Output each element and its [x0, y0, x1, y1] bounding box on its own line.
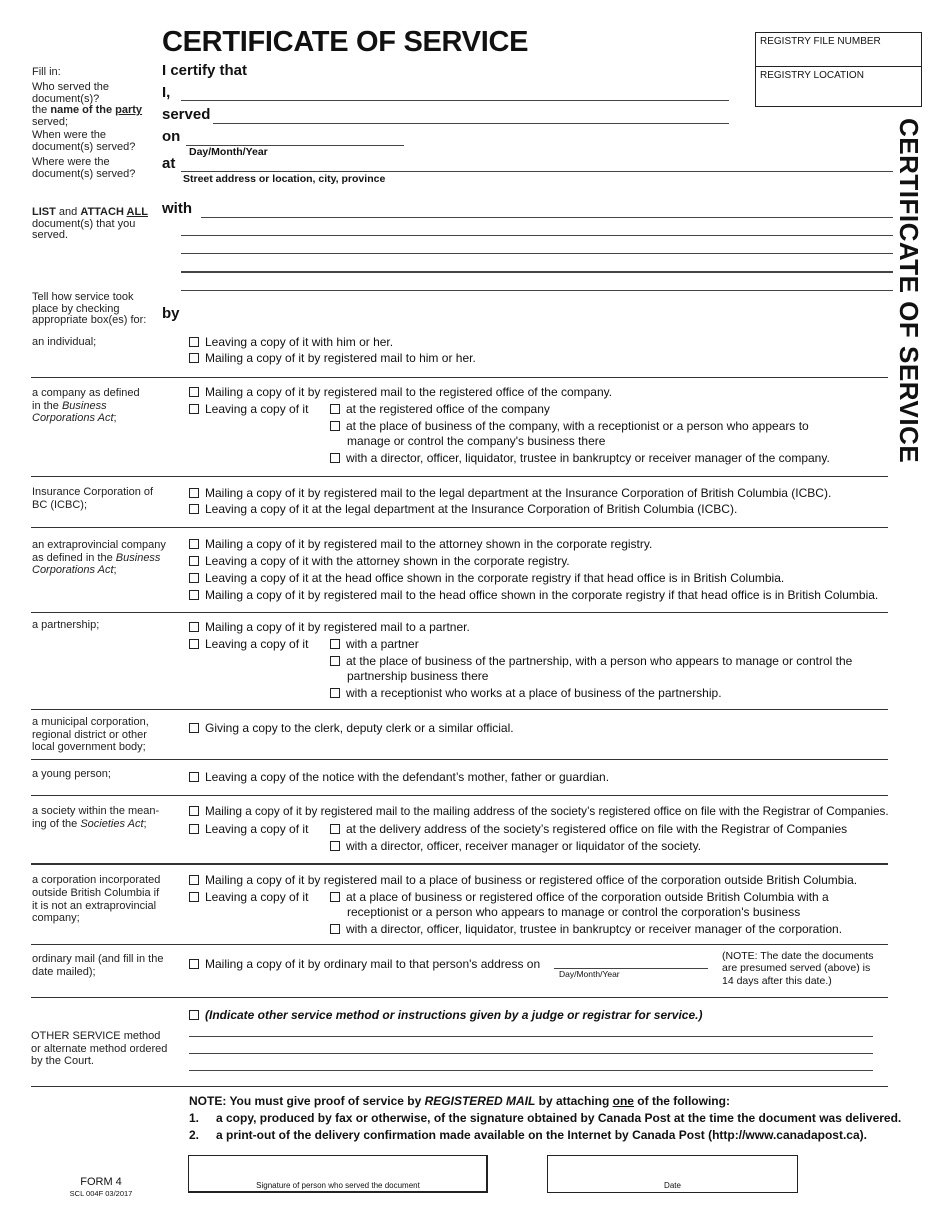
municipal-label: a municipal corporation, regional district or other local government body;	[32, 716, 149, 753]
form-number: FORM 4	[80, 1176, 122, 1188]
with-text: with	[162, 200, 192, 217]
checkbox[interactable]	[189, 772, 199, 782]
checkbox[interactable]	[189, 806, 199, 816]
checkbox[interactable]	[189, 639, 199, 649]
date-mailed-hint: Day/Month/Year	[559, 969, 620, 979]
municipal-option-1[interactable]: Giving a copy to the clerk, deputy clerk or a similar official.	[189, 721, 514, 735]
ordinary-mail-label: ordinary mail (and fill in the date mailed);	[32, 953, 164, 978]
other-line-1[interactable]	[189, 1036, 873, 1037]
company-sub-option-1[interactable]: at the registered office of the company	[330, 402, 550, 416]
checkbox[interactable]	[189, 875, 199, 885]
checkbox[interactable]	[330, 841, 340, 851]
proof-note: NOTE: You must give proof of service by REGISTERED MAIL by attaching one of the following:	[189, 1094, 730, 1108]
page-title: CERTIFICATE OF SERVICE	[162, 26, 529, 58]
checkbox[interactable]	[330, 453, 340, 463]
outside-leave-option[interactable]: Leaving a copy of it	[189, 890, 308, 904]
documents-line-4[interactable]	[181, 271, 893, 273]
partnership-sub-option-2-cont: partnership business there	[347, 669, 489, 683]
extra-option-4[interactable]: Mailing a copy of it by registered mail to the head office shown in the corporate registry if that head office is in British Columbia.	[189, 588, 878, 602]
extra-option-3[interactable]: Leaving a copy of it at the head office shown in the corporate registry if that head office is in British Columbia.	[189, 571, 784, 585]
outside-sub-option-1-cont: receptionist or a person who appears to manage or control the corporation's business	[347, 905, 801, 919]
fill-in-label: Fill in:	[32, 66, 61, 78]
checkbox[interactable]	[189, 1010, 199, 1020]
proof-item-1: a copy, produced by fax or otherwise, of the signature obtained by Canada Post at the time the document was delivered.	[216, 1111, 902, 1125]
when-label: When were the document(s) served?	[32, 129, 136, 153]
server-name-line[interactable]	[181, 100, 729, 101]
divider	[31, 476, 888, 477]
outside-option-1[interactable]: Mailing a copy of it by registered mail to a place of business or registered office of the corporation outside British Columbia.	[189, 873, 857, 887]
proof-item-2-number: 2.	[189, 1128, 200, 1142]
on-text: on	[162, 128, 181, 145]
icbc-option-1[interactable]: Mailing a copy of it by registered mail to the legal department at the Insurance Corporation of British Columbia (ICBC).	[189, 486, 831, 500]
checkbox[interactable]	[330, 688, 340, 698]
divider	[31, 795, 888, 796]
partnership-sub-option-3[interactable]: with a receptionist who works at a place of business of the partnership.	[330, 686, 722, 700]
individual-option-2[interactable]: Mailing a copy of it by registered mail to him or her.	[189, 351, 476, 365]
outside-bc-label: a corporation incorporated outside British Columbia if it is not an extraprovincial company;	[32, 874, 161, 925]
checkbox[interactable]	[189, 824, 199, 834]
company-sub-option-2[interactable]: at the place of business of the company, with a receptionist or a person who appears to	[330, 419, 809, 433]
address-line[interactable]	[181, 171, 893, 172]
other-option-1[interactable]: (Indicate other service method or instructions given by a judge or registrar for service.)	[189, 1008, 702, 1022]
checkbox[interactable]	[189, 622, 199, 632]
society-option-1[interactable]: Mailing a copy of it by registered mail to the mailing address of the society’s registered office on file with the Registrar of Companies.	[189, 805, 889, 819]
divider	[31, 709, 888, 710]
served-text: served	[162, 106, 211, 123]
documents-line-3[interactable]	[181, 253, 893, 254]
icbc-option-2[interactable]: Leaving a copy of it at the legal department at the Insurance Corporation of British Columbia (ICBC).	[189, 502, 737, 516]
young-option-1[interactable]: Leaving a copy of the notice with the defendant’s mother, father or guardian.	[189, 770, 609, 784]
partnership-option-1[interactable]: Mailing a copy of it by registered mail to a partner.	[189, 620, 470, 634]
documents-line-1[interactable]	[201, 217, 893, 218]
ordinary-option-1[interactable]: Mailing a copy of it by ordinary mail to that person's address on	[189, 957, 540, 971]
young-person-label: a young person;	[32, 768, 111, 780]
where-label: Where were the document(s) served?	[32, 156, 136, 180]
checkbox[interactable]	[330, 404, 340, 414]
checkbox[interactable]	[330, 656, 340, 666]
ordinary-note: (NOTE: The date the documents are presumed served (above) is 14 days after this date.)	[722, 950, 874, 987]
partnership-label: a partnership;	[32, 619, 100, 631]
address-hint: Street address or location, city, province	[183, 173, 386, 185]
tell-label: Tell how service took place by checking appropriate box(es) for:	[32, 291, 147, 326]
icbc-label: Insurance Corporation of BC (ICBC);	[32, 486, 154, 511]
checkbox[interactable]	[189, 488, 199, 498]
checkbox[interactable]	[189, 556, 199, 566]
company-sub-option-3[interactable]: with a director, officer, liquidator, trustee in bankruptcy or receiver manager of the company.	[330, 451, 830, 465]
partnership-leave-option[interactable]: Leaving a copy of it	[189, 637, 308, 651]
other-line-3[interactable]	[189, 1070, 873, 1071]
checkbox[interactable]	[330, 824, 340, 834]
signature-label: Signature of person who served the document	[256, 1181, 420, 1190]
divider	[31, 863, 888, 865]
checkbox[interactable]	[330, 892, 340, 902]
documents-line-5[interactable]	[181, 290, 893, 291]
outside-sub-option-1[interactable]: at a place of business or registered office of the corporation outside British Columbia with a	[330, 890, 829, 904]
outside-sub-option-2[interactable]: with a director, officer, liquidator, trustee in bankruptcy or receiver manager of the corporation.	[330, 922, 842, 936]
proof-item-1-number: 1.	[189, 1111, 200, 1125]
other-line-2[interactable]	[189, 1053, 873, 1054]
divider	[31, 759, 888, 760]
partnership-sub-option-2[interactable]: at the place of business of the partnership, with a person who appears to manage or control the	[330, 654, 852, 668]
individual-label: an individual;	[32, 336, 97, 348]
checkbox[interactable]	[189, 590, 199, 600]
certify-text: I certify that	[162, 62, 248, 79]
party-label: the name of the party served;	[32, 104, 143, 128]
date-label: Date	[664, 1181, 681, 1190]
company-label: a company as defined in the Business Corporations Act;	[32, 387, 140, 424]
checkbox[interactable]	[189, 539, 199, 549]
divider	[31, 527, 888, 528]
checkbox[interactable]	[189, 387, 199, 397]
registry-file-number-label: REGISTRY FILE NUMBER	[760, 36, 881, 47]
checkbox[interactable]	[189, 723, 199, 733]
documents-line-2[interactable]	[181, 235, 893, 236]
checkbox[interactable]	[330, 924, 340, 934]
i-text: I,	[162, 84, 171, 101]
company-option-1[interactable]: Mailing a copy of it by registered mail to the registered office of the company.	[189, 385, 612, 399]
checkbox[interactable]	[189, 959, 199, 969]
extra-option-2[interactable]: Leaving a copy of it with the attorney shown in the corporate registry.	[189, 554, 570, 568]
checkbox[interactable]	[189, 404, 199, 414]
extra-option-1[interactable]: Mailing a copy of it by registered mail to the attorney shown in the corporate registry.	[189, 537, 652, 551]
society-leave-option[interactable]: Leaving a copy of it	[189, 822, 308, 836]
proof-item-2: a print-out of the delivery confirmation made available on the Internet by Canada Post (http://www.canadapost.ca).	[216, 1128, 867, 1142]
who-served-label: Who served the document(s)?	[32, 81, 110, 105]
checkbox[interactable]	[189, 892, 199, 902]
society-sub-option-1[interactable]: at the delivery address of the society’s registered office on file with the Registrar of Companies	[330, 822, 847, 836]
divider	[31, 612, 888, 613]
divider	[31, 944, 888, 945]
society-sub-option-2[interactable]: with a director, officer, receiver manager or liquidator of the society.	[330, 839, 701, 853]
divider	[31, 1086, 888, 1087]
checkbox[interactable]	[330, 421, 340, 431]
extraprovincial-label: an extraprovincial company as defined in the Business Corporations Act;	[32, 539, 166, 576]
side-title: CERTIFICATE OF SERVICE	[894, 118, 924, 464]
company-leave-option[interactable]: Leaving a copy of it	[189, 402, 308, 416]
divider	[31, 377, 888, 378]
checkbox[interactable]	[189, 573, 199, 583]
date-hint: Day/Month/Year	[189, 146, 268, 158]
individual-option-1[interactable]: Leaving a copy of it with him or her.	[189, 335, 393, 349]
registry-location-label: REGISTRY LOCATION	[756, 66, 921, 84]
registry-box	[755, 32, 922, 107]
list-label: LIST and ATTACH ALL document(s) that you served.	[32, 206, 148, 241]
society-label: a society within the mean-ing of the Societies Act;	[32, 805, 160, 830]
form-code: SCL 004F 03/2017	[69, 1189, 133, 1198]
checkbox[interactable]	[330, 639, 340, 649]
other-method-label: OTHER SERVICE method or alternate method ordered by the Court.	[31, 1030, 168, 1067]
checkbox[interactable]	[189, 353, 199, 363]
divider	[31, 997, 888, 998]
partnership-sub-option-1[interactable]: with a partner	[330, 637, 419, 651]
checkbox[interactable]	[189, 504, 199, 514]
at-text: at	[162, 155, 176, 172]
company-sub-option-2-cont: manage or control the company's business there	[347, 434, 606, 448]
by-text: by	[162, 305, 180, 322]
checkbox[interactable]	[189, 337, 199, 347]
party-name-line[interactable]	[213, 123, 729, 124]
